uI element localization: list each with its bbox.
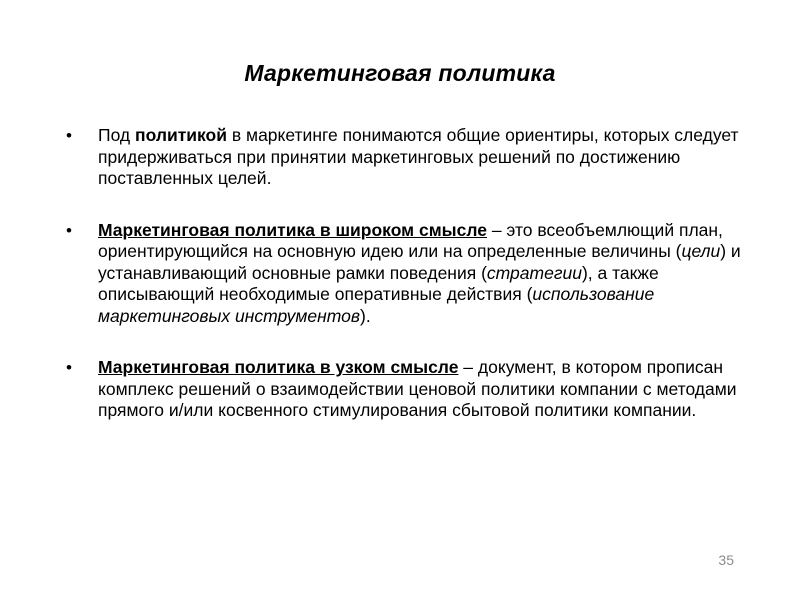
bullet-term-narrow-sense: Маркетинговая политика в узком смысле	[98, 357, 459, 377]
bullet-item-broad-sense	[66, 220, 746, 328]
bullet-list	[66, 125, 746, 452]
bullet-text: ).	[360, 305, 371, 326]
bullet-text: – это всеобъемлющий план, ориентирующийся на основную идею или на определенные величины (	[98, 219, 723, 261]
bullet-icon: •	[66, 126, 72, 145]
bullet-text: в маркетинге понимаются общие ориентиры, которых следует придерживаться при принятии маркетинговых решений по достижению поставленных целей.	[98, 125, 739, 188]
emphasis-strategies: стратегии	[486, 262, 582, 283]
bullet-item-policy-definition	[66, 125, 746, 190]
bullet-text: ) и устанавливающий основные рамки поведения (	[98, 241, 741, 283]
bullet-icon: •	[66, 220, 72, 240]
bullet-term-politikoy: политикой	[135, 125, 228, 145]
bullet-item-narrow-sense	[66, 357, 746, 422]
slide-title: Маркетинговая политика	[244, 60, 556, 86]
bullet-text: ), а также описывающий необходимые оперативные действия (	[98, 262, 659, 304]
page-number: 35	[718, 552, 734, 568]
bullet-text: – документ, в котором прописан комплекс решений о взаимодействии ценовой политики компании с методами прямого и/или косвенного стимулирования сбытовой политики компании.	[98, 357, 737, 420]
bullet-icon: •	[66, 358, 72, 377]
emphasis-marketing-tools: использование маркетинговых инструментов	[98, 284, 655, 326]
bullet-text-prefix: Под	[98, 125, 135, 145]
emphasis-goals: цели	[681, 241, 721, 261]
bullet-term-broad-sense: Маркетинговая политика в широком смысле	[98, 219, 487, 240]
